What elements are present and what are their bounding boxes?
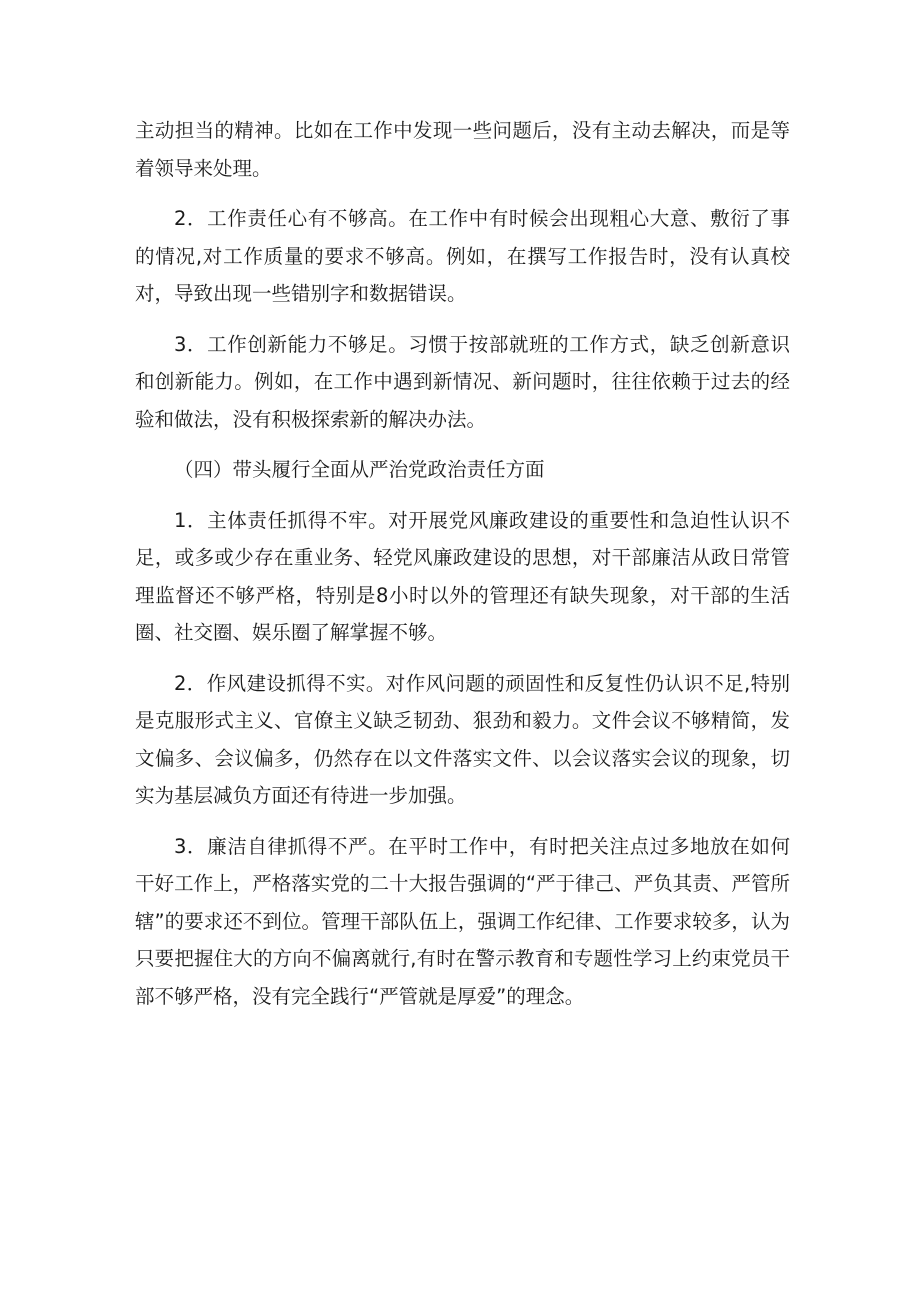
document-body	[135, 112, 790, 1028]
paragraph-self-discipline: 3．廉洁自律抓得不严。在平时工作中，有时把关注点过多地放在如何干好工作上，严格落实党的二十大报告强调的“严于律己、严负其责、严管所辖”的要求还不到位。管理干部队伍上，强调工作纪律、工作要求较多，认为只要把握住大的方向不偏离就行,有时在警示教育和专题性学习上约束党员干部不够严格，没有完全践行“严管就是厚爱”的理念。	[135, 834, 790, 1008]
continuation-paragraph: 主动担当的精神。比如在工作中发现一些问题后，没有主动去解决，而是等着领导来处理。	[135, 119, 790, 180]
paragraph-main-responsibility: 1．主体责任抓得不牢。对开展党风廉政建设的重要性和急迫性认识不足，或多或少存在重业务、轻党风廉政建设的思想，对干部廉洁从政日常管理监督还不够严格，特别是8小时以外的管理还有缺失现象，对干部的生活圈、社交圈、娱乐圈了解掌握不够。	[135, 508, 790, 644]
paragraph-work-responsibility: 2．工作责任心有不够高。在工作中有时候会出现粗心大意、敷衍了事的情况,对工作质量的要求不够高。例如，在撰写工作报告时，没有认真校对，导致出现一些错别字和数据错误。	[135, 207, 790, 305]
section-heading: （四）带头履行全面从严治党政治责任方面	[174, 458, 545, 481]
paragraph-style-building: 2．作风建设抓得不实。对作风问题的顽固性和反复性仍认识不足,特别是克服形式主义、官僚主义缺乏韧劲、狠劲和毅力。文件会议不够精简，发文偏多、会议偏多，仍然存在以文件落实文件、以会议落实会议的现象，切实为基层减负方面还有待进一步加强。	[135, 671, 790, 807]
paragraph-work-innovation: 3．工作创新能力不够足。习惯于按部就班的工作方式，缺乏创新意识和创新能力。例如，在工作中遇到新情况、新问题时，往往依赖于过去的经验和做法，没有积极探索新的解决办法。	[135, 332, 790, 431]
